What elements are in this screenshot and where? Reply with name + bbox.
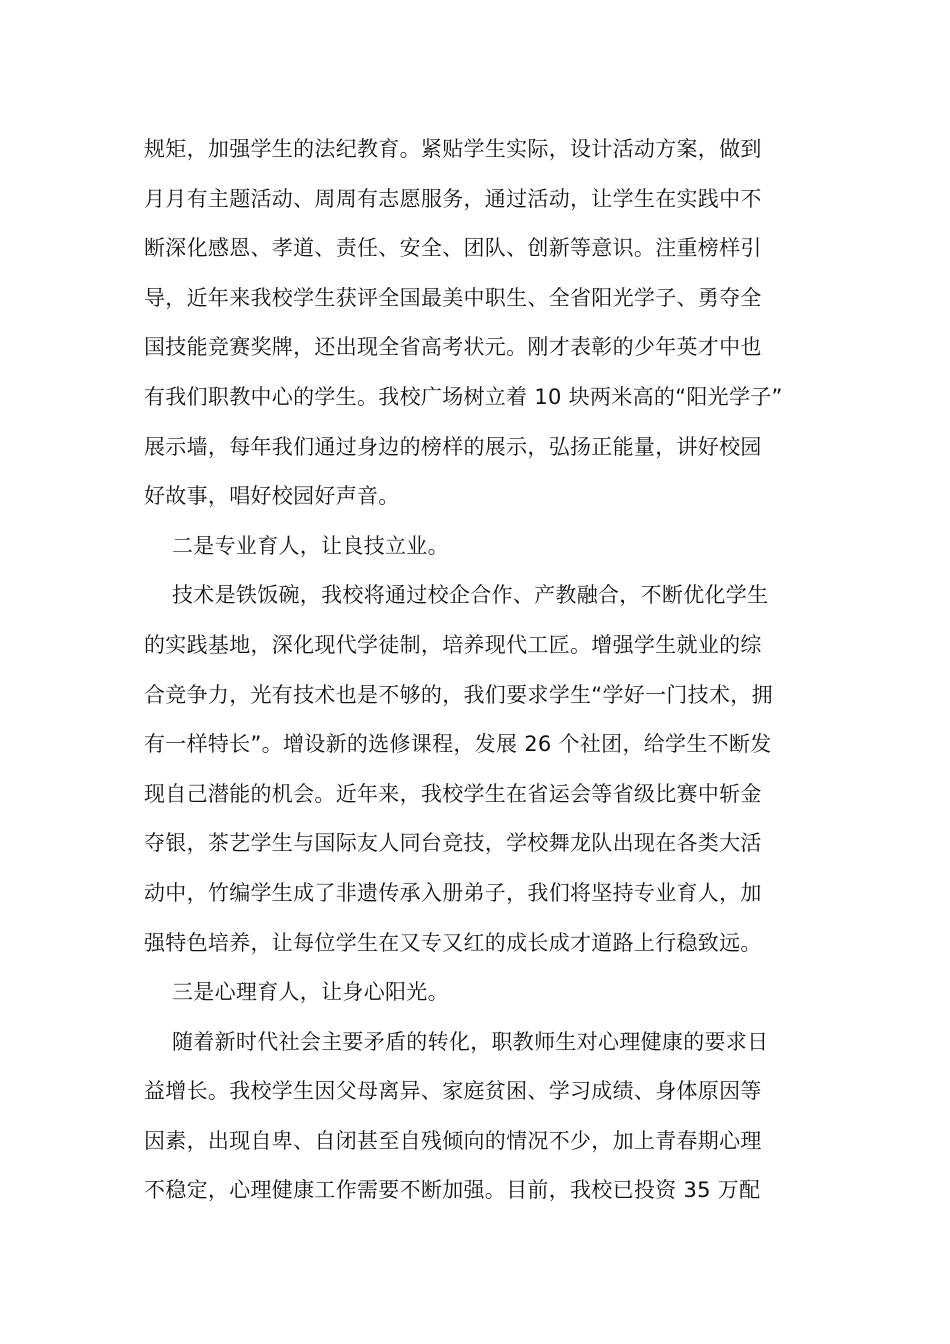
text-line: 规矩，加强学生的法纪教育。紧贴学生实际，设计活动方案，做到 [144,137,762,161]
text-line: 月月有主题活动、周周有志愿服务，通过活动，让学生在实践中不 [144,186,762,211]
text-line: 合竞争力，光有技术也是不够的，我们要求学生“学好一门技术，拥 [144,682,773,707]
section-heading: 二是专业育人，让良技立业。 [172,533,449,558]
text-line: 随着新时代社会主要矛盾的转化，职教师生对心理健康的要求日 [172,1029,769,1054]
text-line: 展示墙，每年我们通过身边的榜样的展示，弘扬正能量，讲好校园 [144,434,762,459]
text-line: 的实践基地，深化现代学徒制，培养现代工匠。增强学生就业的综 [144,632,762,657]
text-line: 好故事，唱好校园好声音。 [144,484,400,509]
text-line: 有一样特长”。增设新的选修课程，发展 26 个社团，给学生不断发 [144,732,772,757]
section-heading: 三是心理育人，让身心阳光。 [172,980,449,1005]
text-line: 动中，竹编学生成了非遗传承入册弟子，我们将坚持专业育人，加 [144,880,762,905]
text-line: 现自己潜能的机会。近年来，我校学生在省运会等省级比赛中斩金 [144,781,762,806]
text-line: 不稳定，心理健康工作需要不断加强。目前，我校已投资 35 万配 [144,1178,761,1203]
text-line: 导，近年来我校学生获评全国最美中职生、全省阳光学子、勇夺全 [144,285,762,310]
text-line: 断深化感恩、孝道、责任、安全、团队、创新等意识。注重榜样引 [144,236,762,261]
text-line: 因素，出现自卑、自闭甚至自残倾向的情况不少，加上青春期心理 [144,1128,762,1153]
text-line: 夺银，茶艺学生与国际友人同台竞技，学校舞龙队出现在各类大活 [144,831,762,856]
text-line: 国技能竞赛奖牌，还出现全省高考状元。刚才表彰的少年英才中也 [144,335,762,360]
text-line: 技术是铁饭碗，我校将通过校企合作、产教融合，不断优化学生 [172,583,769,608]
document-body [144,125,808,1216]
text-line: 有我们职教中心的学生。我校广场树立着 10 块两米高的“阳光学子” [144,384,783,409]
text-line: 益增长。我校学生因父母离异、家庭贫困、学习成绩、身体原因等 [144,1079,762,1104]
text-line: 强特色培养，让每位学生在又专又红的成长成才道路上行稳致远。 [144,930,762,955]
